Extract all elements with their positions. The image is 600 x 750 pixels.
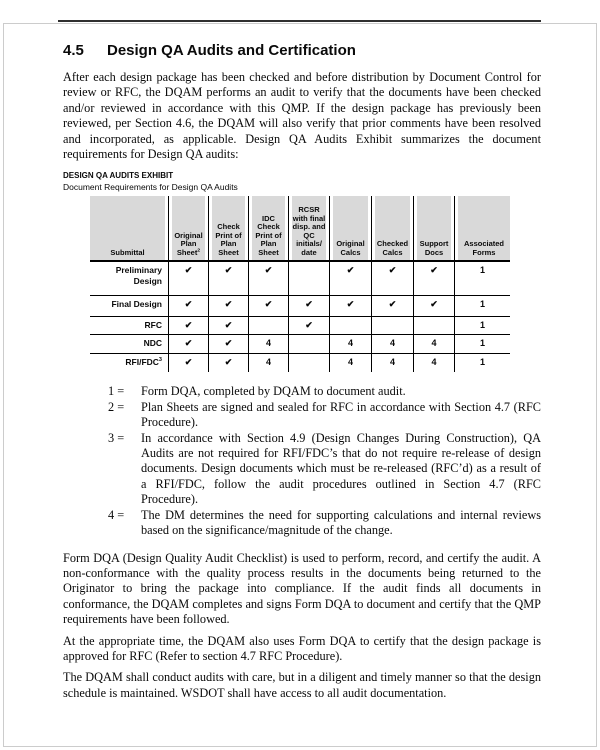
- audit-conduct-paragraph: The DQAM shall conduct audits with care, but in a diligent and timely manner so that the design schedule is maintained. WSDOT shall have access to all audit documentation.: [63, 670, 541, 700]
- table-cell: 4: [413, 335, 454, 353]
- column-header-idc-check-print: IDC Check Print of Plan Sheet: [248, 196, 288, 260]
- table-cell: 4: [248, 354, 288, 372]
- table-cell: [288, 335, 329, 353]
- intro-paragraph: After each design package has been checked and before distribution by Document Control for review or RFC, the DQAM performs an audit to verify that the documents have been checked and/or reviewed in accordance with this QMP. If the design package has previously been reviewed, per Section 4.6, the DQAM will also verify that prior comments have been resolved and incorporated, as applicable. Design QA Audits Exhibit summarizes the document requirements for Design QA audits:: [63, 70, 541, 162]
- table-row-final-design: [90, 295, 510, 316]
- footnote-number: 1 =: [108, 384, 125, 399]
- footnote-1: [108, 384, 541, 399]
- table-cell: 1: [454, 354, 510, 372]
- footnote-number: 3 =: [108, 430, 125, 445]
- column-header-submittal: Submittal: [90, 196, 168, 260]
- form-dqa-paragraph: Form DQA (Design Quality Audit Checklist) is used to perform, record, and certify the audit. A non-conformance with the quality process results in the documents being returned to the Originator to bring the package into compliance. If the audit finds all documents in conformance, the DQAM completes and signs Form DQA to document and certify that the QMP requirements have been followed.: [63, 550, 541, 627]
- table-cell: 1: [454, 296, 510, 316]
- footnote-4: [108, 508, 541, 539]
- row-label: RFI/FDC$^3$: [125, 357, 162, 368]
- table-cell: [371, 317, 413, 334]
- table-cell: [248, 317, 288, 334]
- table-cell: ✔: [208, 296, 248, 316]
- table-cell: ✔: [288, 296, 329, 316]
- footnote-text: In accordance with Section 4.9 (Design Changes During Construction), QA Audits are not required for RFI/FDC’s that do not require re-release of design documents. Design documents which must be re-released (RFC’d) as a result of a RFI/FDC, follow the audit procedures outlined in Section 4.7 (RFC Procedure).: [141, 430, 541, 507]
- footnotes-list: [108, 384, 541, 538]
- table-cell: ✔: [413, 296, 454, 316]
- table-cell: 1: [454, 262, 510, 295]
- document-page: [0, 20, 600, 701]
- table-cell: ✔: [248, 296, 288, 316]
- table-body: [90, 262, 510, 372]
- rfc-approval-paragraph: At the appropriate time, the DQAM also uses Form DQA to certify that the design package is approved for RFC (Refer to section 4.7 RFC Procedure).: [63, 633, 541, 663]
- footnote-text: The DM determines the need for supporting calculations and internal reviews based on the significance/magnitude of the change.: [141, 507, 541, 538]
- table-cell: ✔: [329, 296, 371, 316]
- table-cell: ✔: [168, 262, 208, 295]
- table-cell: ✔: [329, 262, 371, 295]
- table-cell: 4: [248, 335, 288, 353]
- table-cell: ✔: [168, 354, 208, 372]
- table-cell: ✔: [371, 296, 413, 316]
- table-cell: 4: [371, 354, 413, 372]
- table-header-row: [90, 196, 510, 262]
- row-label: NDC: [143, 338, 162, 349]
- column-header-rcsr: RCSR with final disp. and QC initials/ date: [288, 196, 329, 260]
- table-cell: ✔: [208, 262, 248, 295]
- column-header-checked-calcs: Checked Calcs: [371, 196, 413, 260]
- column-header-original-plan-sheet: Original Plan Sheet$^2$: [168, 196, 208, 260]
- row-label: Preliminary Design: [115, 265, 162, 286]
- table-row-ndc: [90, 334, 510, 353]
- column-header-associated-forms: Associated Forms: [454, 196, 510, 260]
- table-cell: ✔: [208, 335, 248, 353]
- footnote-3: [108, 431, 541, 508]
- table-cell: 4: [371, 335, 413, 353]
- table-row-rfi-fdc: [90, 353, 510, 372]
- table-cell: 4: [329, 354, 371, 372]
- table-cell: ✔: [208, 354, 248, 372]
- heading-title: Design QA Audits and Certification: [107, 42, 356, 59]
- table-cell: 1: [454, 335, 510, 353]
- table-row-preliminary-design: [90, 262, 510, 295]
- footnote-text: Plan Sheets are signed and sealed for RFC in accordance with Section 4.7 (RFC Procedure).: [141, 399, 541, 430]
- footnote-number: 2 =: [108, 399, 125, 414]
- requirements-table: [90, 196, 510, 372]
- exhibit-title: DESIGN QA AUDITS EXHIBIT: [63, 171, 174, 181]
- table-cell: [288, 262, 329, 295]
- heading-number: 4.5: [63, 42, 84, 59]
- row-label: RFC: [144, 320, 162, 331]
- row-label: Final Design: [111, 299, 162, 310]
- table-cell: ✔: [168, 335, 208, 353]
- column-header-original-calcs: Original Calcs: [329, 196, 371, 260]
- footnote-number: 4 =: [108, 507, 125, 522]
- footnote-2: [108, 400, 541, 431]
- section-heading: [63, 42, 541, 60]
- table-cell: [288, 354, 329, 372]
- table-cell: ✔: [413, 262, 454, 295]
- table-cell: ✔: [168, 317, 208, 334]
- header-rule: [58, 20, 541, 22]
- table-cell: [413, 317, 454, 334]
- table-cell: [329, 317, 371, 334]
- column-header-check-print: Check Print of Plan Sheet: [208, 196, 248, 260]
- column-header-support-docs: Support Docs: [413, 196, 454, 260]
- table-cell: ✔: [168, 296, 208, 316]
- table-cell: ✔: [248, 262, 288, 295]
- table-cell: ✔: [288, 317, 329, 334]
- table-cell: 4: [413, 354, 454, 372]
- table-cell: ✔: [371, 262, 413, 295]
- table-cell: ✔: [208, 317, 248, 334]
- table-row-rfc: [90, 316, 510, 334]
- table-cell: 1: [454, 317, 510, 334]
- footnote-text: Form DQA, completed by DQAM to document audit.: [141, 384, 406, 399]
- table-cell: 4: [329, 335, 371, 353]
- exhibit-subtitle: Document Requirements for Design QA Audits: [63, 182, 238, 193]
